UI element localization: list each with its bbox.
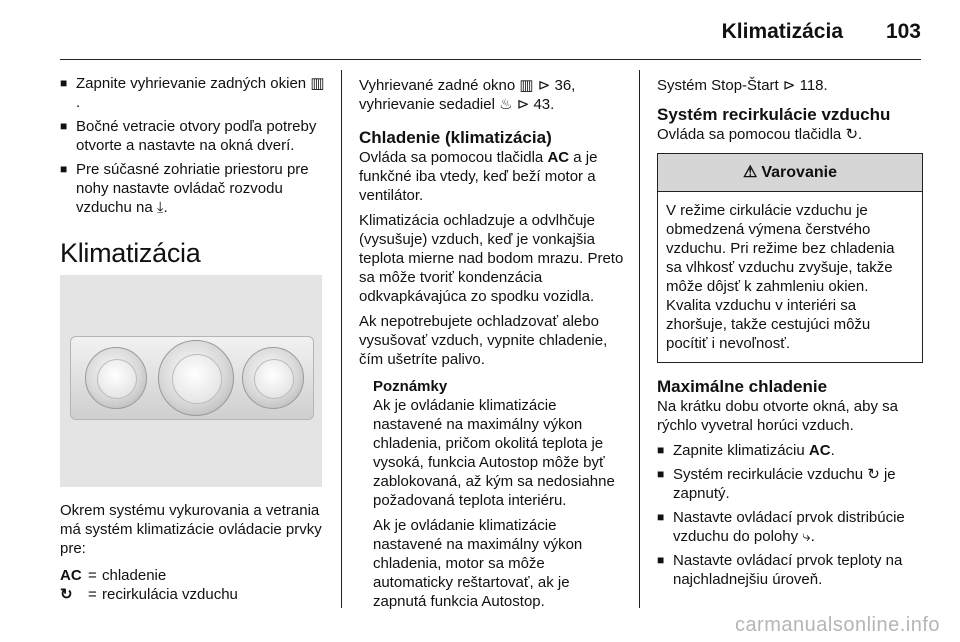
lead-text: Systém Stop-Štart ⊳ 118. [657,77,828,94]
paragraph: Ovláda sa pomocou tlačidla AC a je funkčné iba vtedy, keď beží motor a ventilátor. [359,149,598,204]
definition-row: ↻ = recirkulácia vzduchu [60,586,238,603]
note-title: Poznámky [373,378,448,395]
climate-control-panel-image [60,275,322,487]
lead-text: Vyhrievané zadné okno ▥ ⊳ 36, vyhrievanie sedadiel ♨ ⊳ 43. [359,77,576,113]
rear-window-heater-icon: ▥ [310,75,325,92]
definition-list [60,566,328,604]
list-item: ■ Nastavte ovládací prvok distribúcie vzduchu do polohy ⤷. [657,508,923,546]
note-text: Ak je ovládanie klimatizácie nastavené na maximálny výkon chladenia, pričom okolitá teplota je vysoká, funkcia Autostop môže byť zablokovaná, až kým sa nedosiahne požadovaná teplota interiéru. [373,397,615,509]
fan-knob [85,347,147,409]
list-item: ■ Pre súčasné zohriatie priestoru pre nohy nastavte ovládač rozvodu vzduchu na ⤓. [60,160,328,217]
list-item: ■ Bočné vetracie otvory podľa potreby otvorte a nastavte na okná dverí. [60,117,328,155]
warning-title: Varovanie [761,164,837,181]
note-text: Ak je ovládanie klimatizácie nastavené na maximálny výkon chladenia, motor sa môže automaticky reštartovať, ak je zapnutá funkcia Autostop. [373,517,583,610]
intro-text: Okrem systému vykurovania a vetrania má systém klimatizácie ovládacie prvky pre: [60,502,322,557]
column-divider [341,70,342,608]
temperature-knob [158,340,234,416]
rear-window-heater-icon: ▥ [519,77,534,94]
warning-icon: ⚠ [743,164,758,181]
column-divider [639,70,640,608]
definition-row: AC = chladenie [60,567,167,584]
page-header [60,0,921,60]
subsection-title: Maximálne chladenie [657,377,828,396]
column-2 [359,76,627,611]
bullet-list [60,74,328,217]
page-number: 103 [885,20,921,43]
seat-heater-icon: ♨ [499,96,513,113]
paragraph: Ovláda sa pomocou tlačidla ↻. [657,126,863,143]
paragraph: Na krátku dobu otvorte okná, aby sa rýchlo vyvetral horúci vzduch. [657,398,898,434]
note-block [373,377,627,611]
header-title: Klimatizácia [721,20,843,43]
paragraph: Ak nepotrebujete ochladzovať alebo vysušovať vzduch, vypnite chladenie, čím ušetríte palivo. [359,313,608,368]
recirculation-icon: ↻ [60,586,73,603]
list-item: ■ Zapnite vyhrievanie zadných okien ▥. [60,74,328,112]
bullet-list [657,441,923,589]
subsection-title: Systém recirkulácie vzduchu [657,105,891,124]
list-item: ■ Zapnite klimatizáciu AC. [657,441,923,460]
watermark: carmanualsonline.info [734,614,940,636]
column-3 [657,76,923,594]
warning-box [657,153,923,363]
warning-text: V režime cirkulácie vzduchu je obmedzená výmena čerstvého vzduchu. Pri režime bez chladenia sa vlhkosť vzduchu zvyšuje, takže môže dôjsť k zahmleniu okien. Kvalita vzduchu v interiéri sa zhoršuje, takže cestujúci môžu pocítiť i nevoľnosť. [666,202,895,352]
subsection-title: Chladenie (klimatizácia) [359,128,552,147]
warning-header [658,154,922,192]
air-distribution-knob [242,347,304,409]
control-panel [70,336,314,420]
list-item: ■ Nastavte ovládací prvok teploty na najchladnejšiu úroveň. [657,551,923,589]
column-1 [60,74,328,604]
footwell-airflow-icon: ⤓ [156,199,164,216]
paragraph: Klimatizácia ochladzuje a odvlhčuje (vysušuje) vzduch, keď je vonkajšia teplota mierne nad bodom mrazu. Preto sa môže tvoriť kondenzácia odkvapkávajúca zo spodku vozidla. [359,212,624,305]
list-item: ■ Systém recirkulácie vzduchu ↻ je zapnutý. [657,465,923,503]
face-feet-airflow-icon: ⤷ [802,528,811,545]
section-title: Klimatizácia [60,238,201,268]
